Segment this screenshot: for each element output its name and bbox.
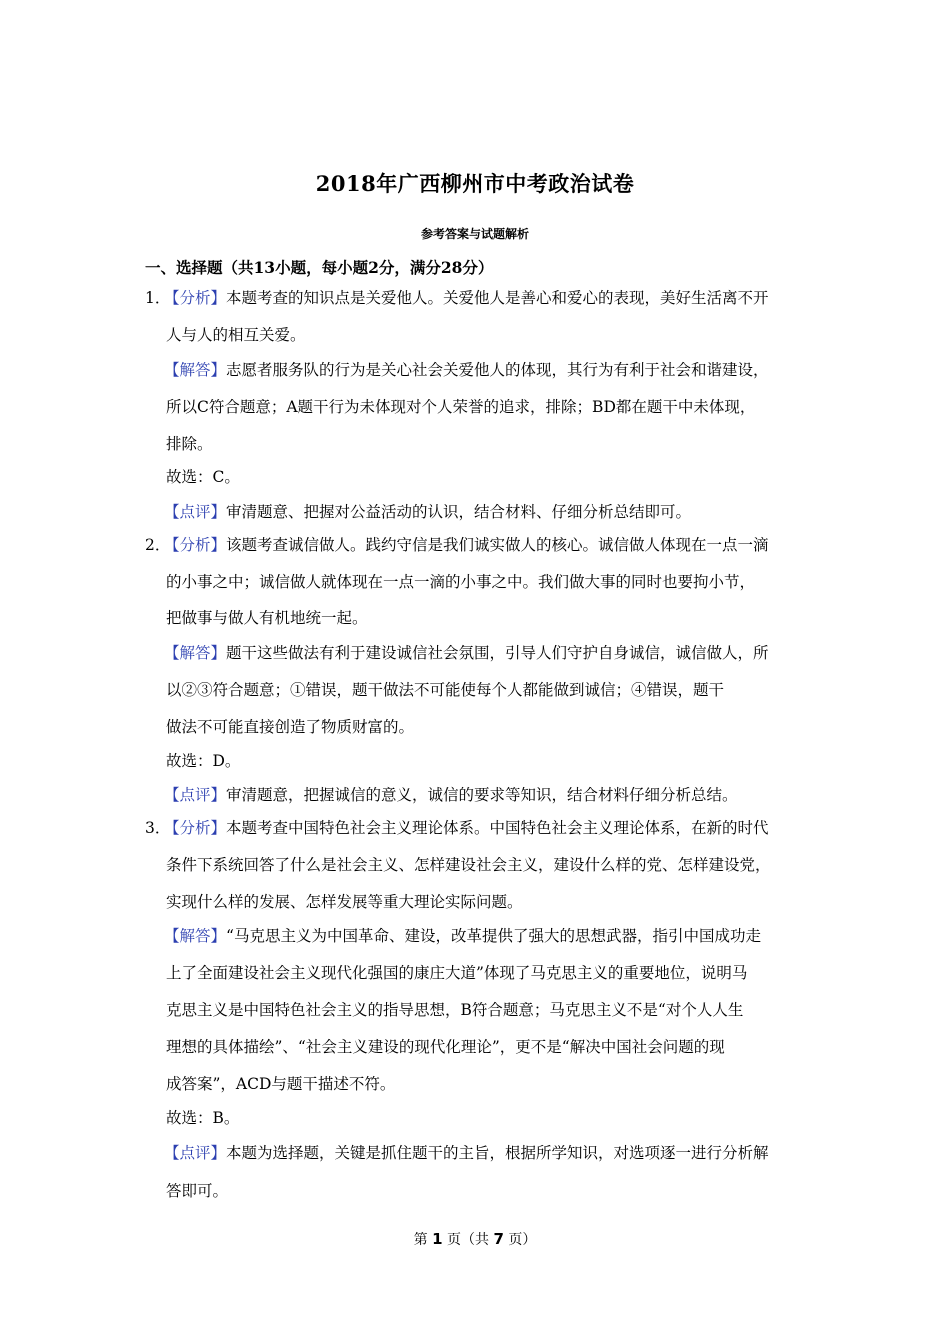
analysis-line: 人与人的相互关爱。 bbox=[166, 326, 306, 344]
analysis-tag: 【分析】 bbox=[164, 289, 227, 307]
total-pages: 7 bbox=[493, 1230, 504, 1248]
analysis-line: 把做事与做人有机地统一起。 bbox=[166, 609, 368, 627]
comment-line: 答即可。 bbox=[166, 1182, 229, 1200]
question-number: 1． bbox=[145, 289, 171, 307]
analysis-tag: 【分析】 bbox=[164, 536, 227, 554]
comment-line: 【点评】审清题意，把握诚信的意义，诚信的要求等知识，结合材料仔细分析总结。 bbox=[164, 786, 738, 804]
answer-line: 【解答】题干这些做法有利于建设诚信社会氛围，引导人们守护自身诚信，诚信做人，所 bbox=[164, 644, 769, 662]
choice-line: 故选：C。 bbox=[166, 468, 240, 486]
answer-line: 以②③符合题意；①错误，题干做法不可能使每个人都能做到诚信；④错误，题干 bbox=[166, 681, 725, 699]
document-subtitle: 参考答案与试题解析 bbox=[420, 227, 529, 241]
answer-line: 克思主义是中国特色社会主义的指导思想，B符合题意；马克思主义不是“对个人人生 bbox=[166, 1001, 744, 1019]
analysis-line: 【分析】本题考查中国特色社会主义理论体系。中国特色社会主义理论体系，在新的时代 bbox=[164, 819, 769, 837]
answer-line: 【解答】志愿者服务队的行为是关心社会关爱他人的体现，其行为有利于社会和谐建设， bbox=[164, 361, 769, 379]
analysis-line: 的小事之中；诚信做人就体现在一点一滴的小事之中。我们做大事的同时也要拘小节， bbox=[166, 573, 756, 591]
document-title: 2018年广西柳州市中考政治试卷 bbox=[315, 171, 635, 196]
answer-line: 理想的具体描绘”、“社会主义建设的现代化理论”，更不是“解决中国社会问题的现 bbox=[166, 1038, 725, 1056]
question-number: 2． bbox=[145, 536, 171, 554]
choice-line: 故选：D。 bbox=[166, 752, 241, 770]
answer-line: 做法不可能直接创造了物质财富的。 bbox=[166, 718, 415, 736]
comment-tag: 【点评】 bbox=[164, 1144, 227, 1162]
answer-line: 【解答】“马克思主义为中国革命、建设，改革提供了强大的思想武器，指引中国成功走 bbox=[164, 927, 761, 945]
answer-tag: 【解答】 bbox=[164, 927, 227, 945]
comment-tag: 【点评】 bbox=[164, 503, 227, 521]
answer-tag: 【解答】 bbox=[164, 644, 227, 662]
answer-line: 成答案”，ACD与题干描述不符。 bbox=[166, 1075, 396, 1093]
answer-line: 排除。 bbox=[166, 435, 213, 453]
answer-line: 所以C符合题意；A题干行为未体现对个人荣誉的追求，排除；BD都在题干中未体现， bbox=[166, 398, 756, 416]
analysis-line: 条件下系统回答了什么是社会主义、怎样建设社会主义，建设什么样的党、怎样建设党， bbox=[166, 856, 771, 874]
section-heading: 一、选择题（共13小题，每小题2分，满分28分） bbox=[145, 258, 494, 277]
answer-tag: 【解答】 bbox=[164, 361, 227, 379]
choice-line: 故选：B。 bbox=[166, 1109, 240, 1127]
page-number: 1 bbox=[432, 1230, 443, 1248]
comment-line: 【点评】本题为选择题，关键是抓住题干的主旨，根据所学知识，对选项逐一进行分析解 bbox=[164, 1144, 769, 1162]
comment-tag: 【点评】 bbox=[164, 786, 227, 804]
answer-line: 上了全面建设社会主义现代化强国的康庄大道”体现了马克思主义的重要地位，说明马 bbox=[166, 964, 748, 982]
analysis-line: 【分析】本题考查的知识点是关爱他人。关爱他人是善心和爱心的表现，美好生活离不开 bbox=[164, 289, 769, 307]
comment-line: 【点评】审清题意、把握对公益活动的认识，结合材料、仔细分析总结即可。 bbox=[164, 503, 692, 521]
page-footer: 第 1 页（共 7 页） bbox=[413, 1230, 537, 1248]
analysis-line: 【分析】该题考查诚信做人。践约守信是我们诚实做人的核心。诚信做人体现在一点一滴 bbox=[164, 536, 769, 554]
question-number: 3． bbox=[145, 819, 171, 837]
analysis-tag: 【分析】 bbox=[164, 819, 227, 837]
analysis-line: 实现什么样的发展、怎样发展等重大理论实际问题。 bbox=[166, 893, 523, 911]
